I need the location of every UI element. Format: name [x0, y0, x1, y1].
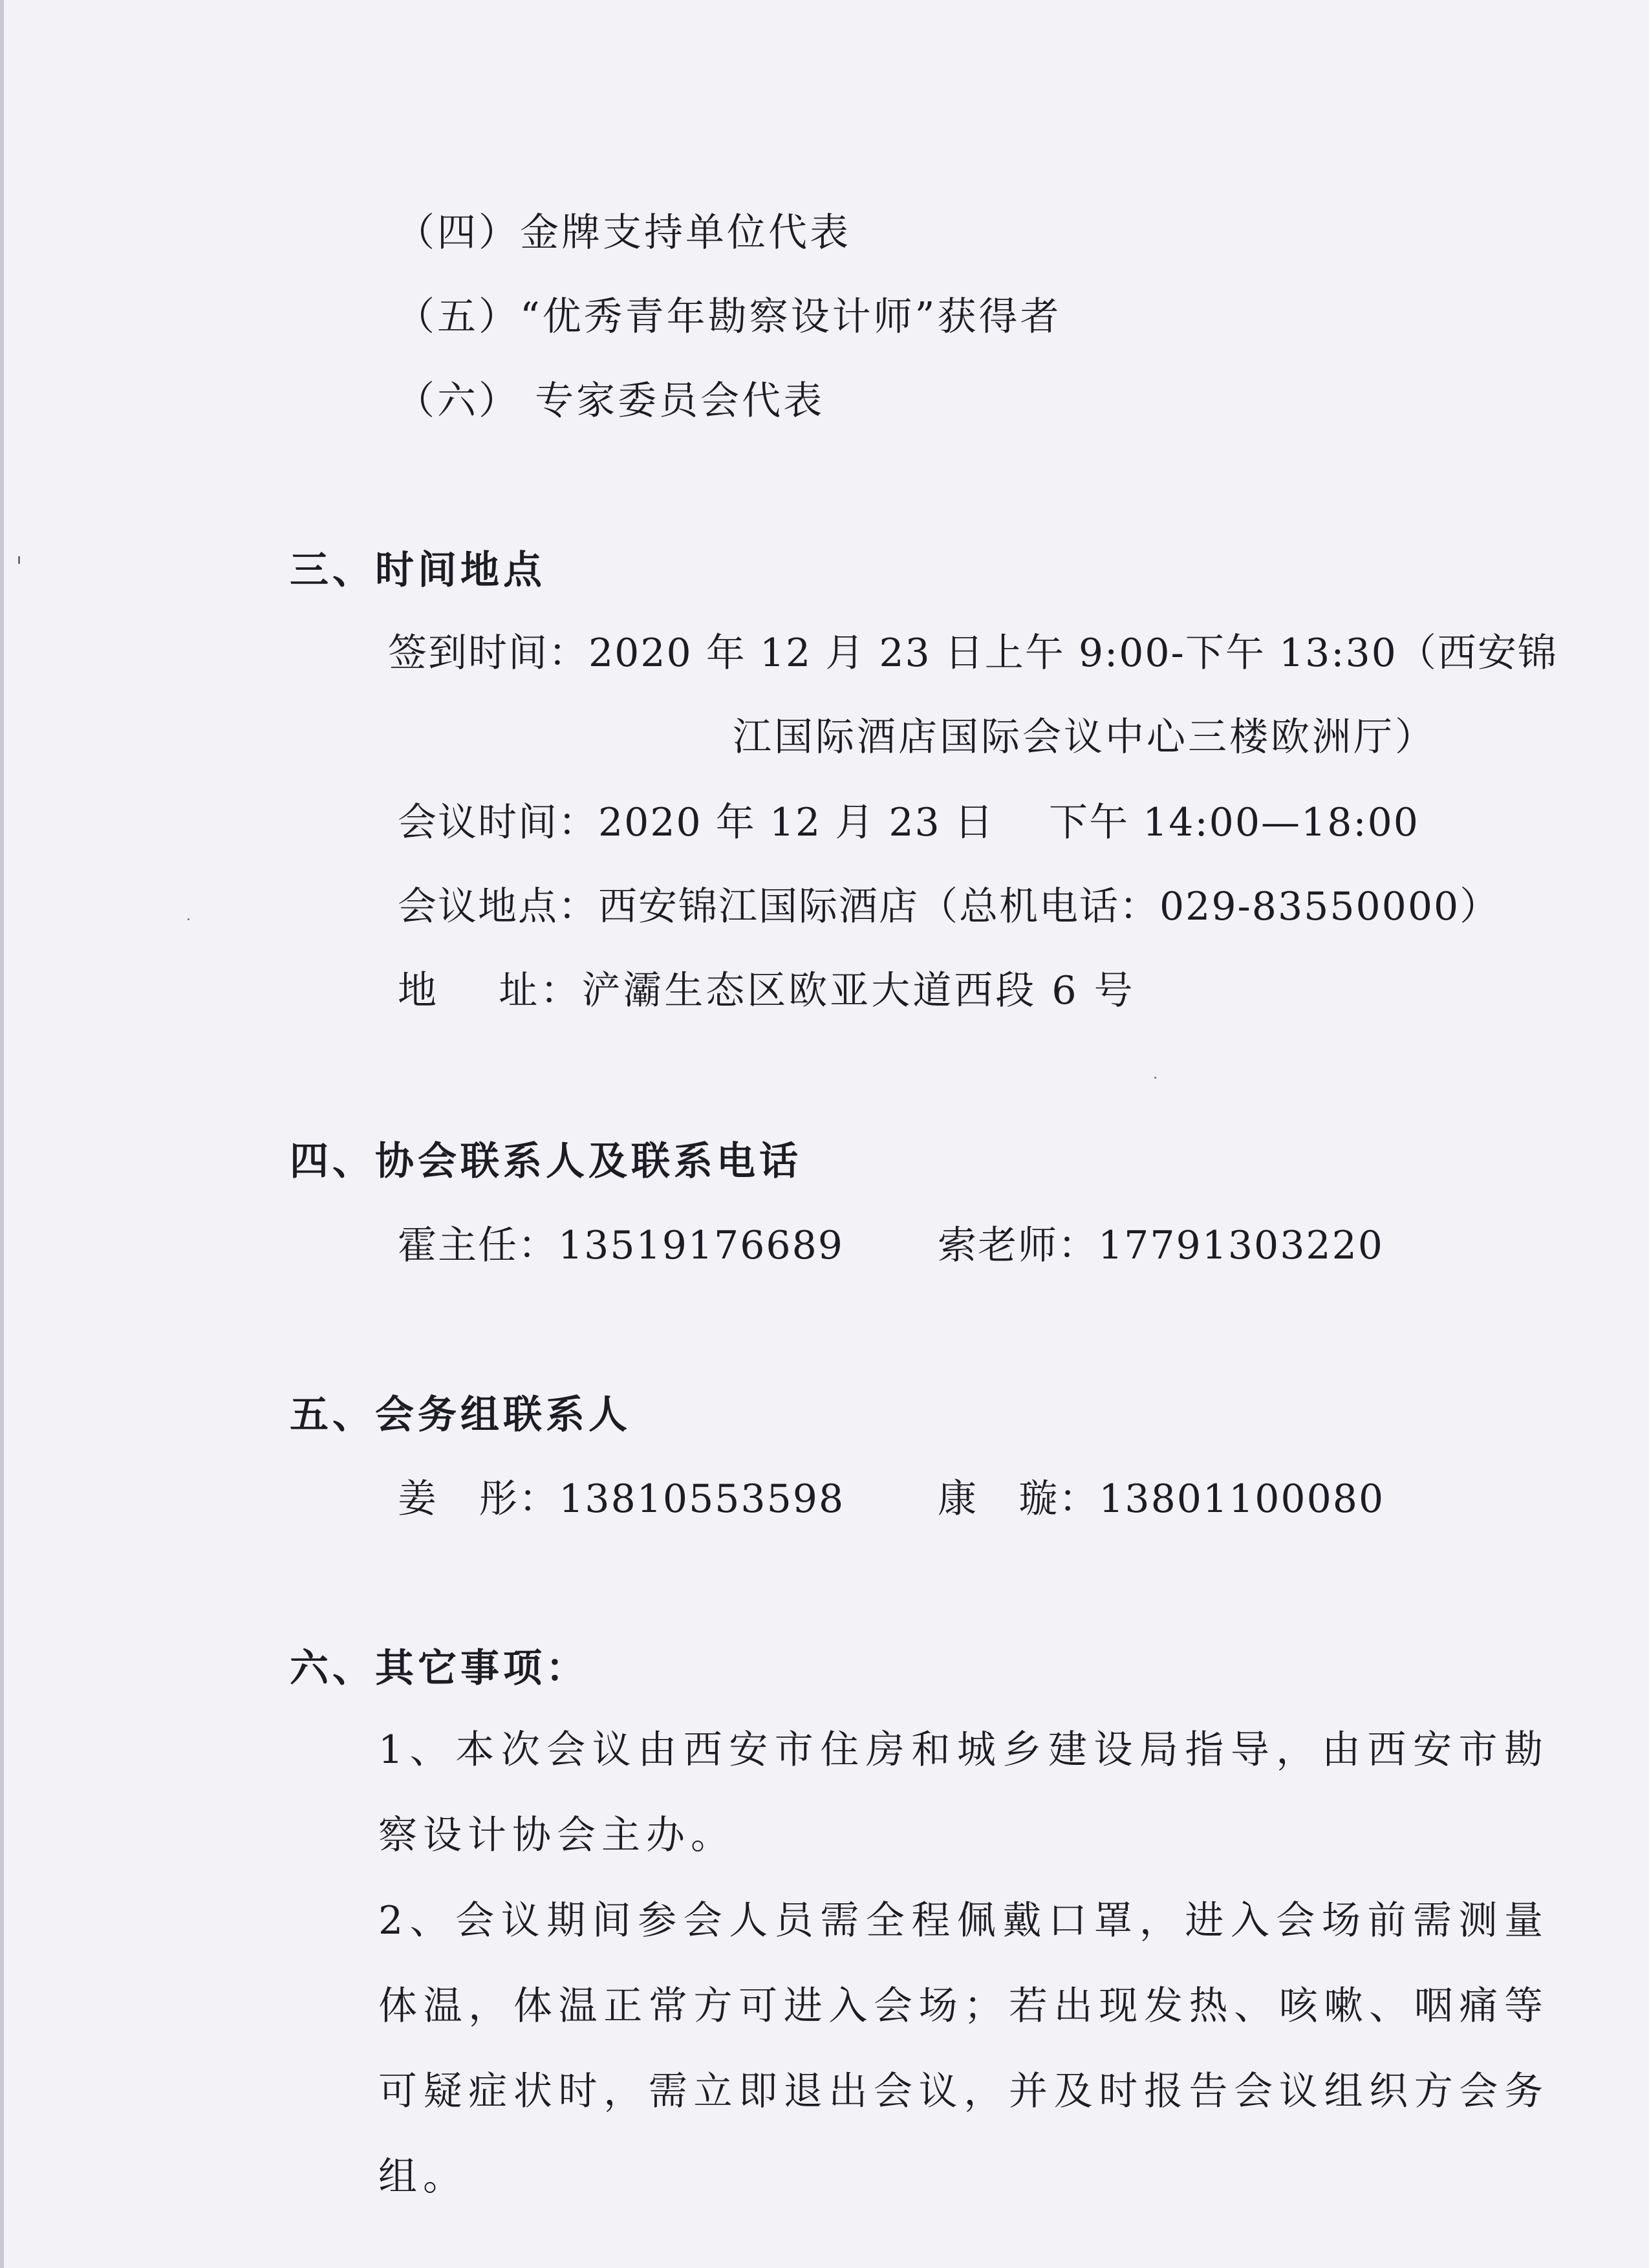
- scan-speck: [188, 918, 189, 920]
- scan-speck: [18, 556, 20, 564]
- other-item-1: 1、本次会议由西安市住房和城乡建设局指导，由西安市勘察设计协会主办。: [378, 1727, 1549, 1858]
- conference-contact-1: 姜 彤：13810553598: [398, 1476, 845, 1522]
- section-6-heading: 六、其它事项：: [290, 1646, 588, 1691]
- section-3-heading: 三、时间地点: [290, 548, 546, 593]
- conference-contact-2: 康 璇：13801100080: [938, 1476, 1385, 1522]
- attendee-item-6: （六） 专家委员会代表: [396, 378, 825, 424]
- section-4-heading: 四、协会联系人及联系电话: [290, 1139, 802, 1184]
- scan-speck: [1154, 1077, 1156, 1079]
- scan-edge: [0, 0, 4, 2268]
- attendee-item-5: （五）“优秀青年勘察设计师”获得者: [396, 294, 1062, 340]
- section-5-heading: 五、会务组联系人: [290, 1392, 631, 1438]
- meeting-place: 会议地点：西安锦江国际酒店（总机电话：029-83550000）: [398, 884, 1500, 929]
- checkin-time-line-2: 江国际酒店国际会议中心三楼欧洲厅）: [733, 715, 1436, 760]
- other-item-2: 2、会议期间参会人员需全程佩戴口罩，进入会场前需测量体温，体温正常方可进入会场；若出现发热、咳嗽、咽痛等可疑症状时，需立即退出会议，并及时报告会议组织方会务组。: [378, 1898, 1549, 2199]
- attendee-item-4: （四）金牌支持单位代表: [396, 210, 851, 255]
- meeting-time: 会议时间：2020 年 12 月 23 日 下午 14:00—18:00: [398, 800, 1419, 845]
- address: 地 址：浐灞生态区欧亚大道西段 6 号: [398, 968, 1136, 1013]
- association-contact-1: 霍主任：13519176689: [398, 1223, 844, 1268]
- checkin-time-line-1: 签到时间：2020 年 12 月 23 日上午 9:00-下午 13:30（西安锦: [388, 631, 1558, 676]
- association-contact-2: 索老师：17791303220: [938, 1223, 1384, 1268]
